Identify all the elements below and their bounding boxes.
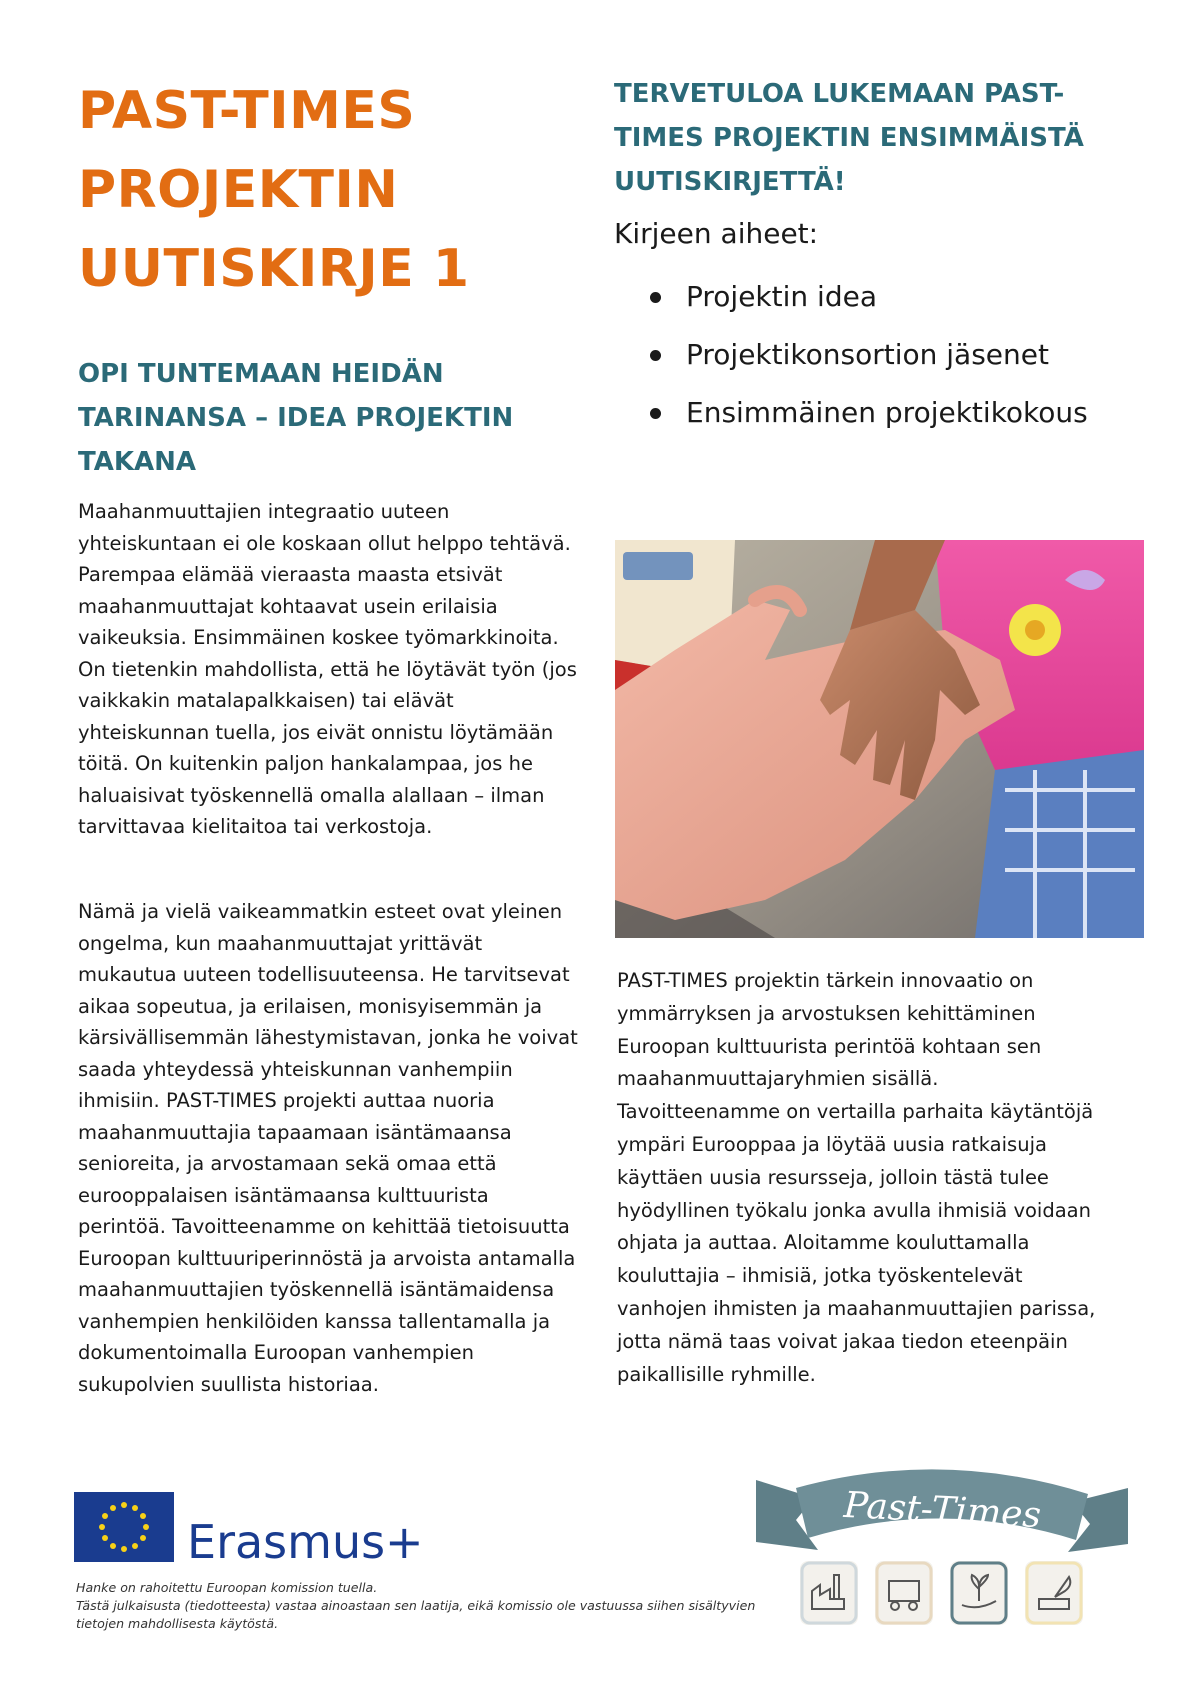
eu-flag-icon [74, 1492, 174, 1562]
innovation-paragraph: PAST-TIMES projektin tärkein innovaatio on ymmärryksen ja arvostuksen kehittäminen Euroopan kulttuurista perintöä kohtaan sen maahanmuuttajaryhmien sisällä. Tavoitteenamme on vertailla parhaita käytäntöjä ympäri Eurooppaa ja löytää uusia ratkaisuja käyttäen uusia resursseja, jolloin tästä tulee hyödyllinen työkalu jonka avulla ihmisiä voidaan ohjata ja auttaa. Aloitamme kouluttamalla kouluttajia – ihmisiä, jotka työskentelevät vanhojen ihmisten ja maahanmuuttajien parissa, jotta nämä taas voivat jakaa tiedon eteenpäin paikallisille ryhmille. [617, 969, 1096, 1386]
logo-text: Past-Times [842, 1484, 1043, 1537]
bullet-icon [650, 292, 661, 303]
article-paragraph-2: Nämä ja vielä vaikeammatkin esteet ovat yleinen ongelma, kun maahanmuuttajat yrittävät mukautua uuteen todellisuuteensa. He tarvitsevat aikaa sopeutua, ja erilaisen, monisyisemmän ja kärsivällisemmän lähestymistavan, jonka he voivat saada yhteydessä yhteiskunnan vanhempiin ihmisiin. PAST-TIMES projekti auttaa nuoria maahanmuuttajia tapaamaan isäntämaansa senioreita, ja arvostamaan sekä omaa että eurooppalaisen isäntämaansa kulttuurista perintöä. Tavoitteenamme on kehittää tietoisuutta Euroopan kulttuuriperinnöstä ja arvoista antamalla maahanmuuttajien työskennellä isäntämaidensa vanhempien henkilöiden kanssa tallentamalla ja dokumentoimalla Euroopan vanhempien sukupolvien suullista historiaa. [78, 900, 578, 1396]
topic-label: Projektin idea [686, 280, 877, 313]
funding-disclaimer [76, 1579, 766, 1633]
hands-photo [615, 540, 1144, 938]
topics-list [614, 268, 1088, 442]
welcome-heading: TERVETULOA LUKEMAAN PAST-TIMES PROJEKTIN ENSIMMÄISTÄ UUTISKIRJETTÄ! [614, 79, 1084, 197]
list-item [614, 268, 1088, 326]
disclaimer-text: Tästä julkaisusta (tiedotteesta) vastaa ainoastaan sen laatija, eikä komissio ole vastuussa siihen sisältyvien tietojen mahdollisesta käytöstä. [76, 1598, 756, 1631]
past-times-logo [756, 1458, 1128, 1568]
topic-label: Projektikonsortion jäsenet [686, 338, 1049, 371]
topics-heading: Kirjeen aiheet: [614, 217, 819, 250]
list-item [614, 326, 1088, 384]
hand-plant-icon [950, 1561, 1008, 1625]
train-icon [875, 1561, 933, 1625]
factory-icon [800, 1561, 858, 1625]
page-title: PAST-TIMES PROJEKTIN UUTISKIRJE 1 [78, 81, 470, 299]
bullet-icon [650, 408, 661, 419]
gramophone-icon [1025, 1561, 1083, 1625]
topic-label: Ensimmäinen projektikokous [686, 396, 1088, 429]
funding-note: Hanke on rahoitettu Euroopan komission tuella. [76, 1580, 378, 1595]
bullet-icon [650, 350, 661, 361]
erasmus-logo: Erasmus+ [187, 1515, 424, 1569]
article-heading: OPI TUNTEMAAN HEIDÄN TARINANSA – IDEA PROJEKTIN TAKANA [78, 359, 514, 477]
list-item [614, 384, 1088, 442]
article-paragraph-1: Maahanmuuttajien integraatio uuteen yhteiskuntaan ei ole koskaan ollut helppo tehtävä. Parempaa elämää vieraasta maasta etsivät maahanmuuttajat kohtaavat usein erilaisia vaikeuksia. Ensimmäinen koskee työmarkkinoita. On tietenkin mahdollista, että he löytävät työn (jos vaikkakin matalapalkkaisen) tai elävät yhteiskunnan tuella, jos eivät onnistu löytämään töitä. On kuitenkin paljon hankalampaa, jos he haluaisivat työskennellä omalla alallaan – ilman tarvittavaa kielitaitoa tai verkostoja. [78, 500, 577, 838]
